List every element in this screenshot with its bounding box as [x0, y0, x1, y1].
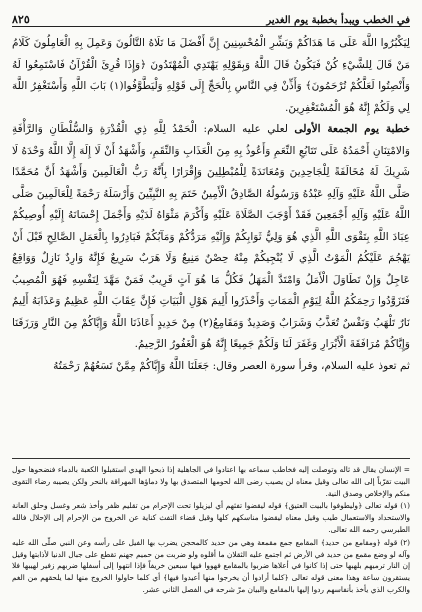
paragraph-3: ثم تعوذ عليه السلام، وقرأ سورة العصر وقال: جَعَلَنَا اللَّهُ وَإِيَّاكُمْ مِمَّنْ تَسَعُهُمْ رَحْمَتُهُ	[53, 359, 410, 372]
page-number: ٨٢٥	[12, 13, 30, 26]
sermon-text: الْحَمْدُ لِلَّهِ ذِي الْقُدْرَةِ وَالسُّلْطَانِ وَالرَّأْفَةِ وَالامْتِنَانِ أَحْمَدُهُ عَلَى تَتَابُعِ النِّعَمِ وَأَعُوذُ بِهِ مِنَ الْعَذَابِ وَالنِّقَمِ، وَأَشْهَدُ أَنْ لَا إِلَهَ إِلَّا اللَّهُ وَحْدَهُ لَا شَرِيكَ لَهُ مُخَالَفَةً لِلْجَاحِدِينَ وَمُعَانَدَةً لِلْمُبْطِلِينَ وَإِقْرَارًا بِأَنَّهُ رَبُّ الْعَالَمِينَ وَأَشْهَدُ أَنَّ مُحَمَّدًا صَلَّى اللَّهُ عَلَيْهِ وَآلِهِ عَبْدُهُ وَرَسُولُهُ الصَّادِقُ الْأَمِينُ خَتَمَ بِهِ النَّبِيِّينَ وَأَرْسَلَهُ رَحْمَةً لِلْعَالَمِينَ صَلَّى اللَّهُ عَلَيْهِ وَآلِهِ أَجْمَعِينَ فَقَدْ أَوْجَبَ الصَّلَاةَ عَلَيْهِ وَأَكْرَمَ مَثْوَاهُ لَدَيْهِ وَأَجْمَلَ إِحْسَانَهُ إِلَيْهِ أُوصِيكُمْ عِبَادَ اللَّهِ بِتَقْوَى اللَّهِ الَّذِي هُوَ وَلِيُّ ثَوَابِكُمْ وَإِلَيْهِ مَرَدُّكُمْ وَمَآبُكُمْ فَبَادِرُوا بِالْعَمَلِ الصَّالِحِ قَبْلَ أَنْ يَهْجُمَ عَلَيْكُمُ الْمَوْتُ الَّذِي لَا يُنْجِيكُمْ مِنْهُ حِصْنٌ مَنِيعٌ وَلَا هَرَبٌ سَرِيعٌ فَإِنَّهُ وَارِدٌ نَازِلٌ وَوَاقِعٌ عَاجِلٌ وَإِنْ تَطَاوَلَ الْأَمَلُ وَامْتَدَّ الْمَهَلُ فَكُلُّ مَا هُوَ آتٍ قَرِيبٌ فَمَنْ مَهَّدَ لِنَفْسِهِ فَهُوَ الْمُصِيبُ فَتَزَوَّدُوا رَحِمَكُمُ اللَّهُ لِيَوْمِ الْمَمَاتِ وَأَحْذَرُوا أَلِيمَ هَوْلِ الْبَيَاتِ فَإِنَّ عِقَابَ اللَّهِ عَظِيمٌ وَعَذَابَهُ أَلِيمٌ نَارٌ تَلْهَبُ وَنَفْسٌ تُعَذَّبُ وَشَرَابٌ وَصَدِيدٌ وَمَقَامِعُ(٢) مِنْ حَدِيدٍ أَعَاذَنَا اللَّهُ وَإِيَّاكُمْ مِنَ النَّارِ وَرَزَقَنَا وَإِيَّاكُمْ مُرَافَقَةَ الْأَبْرَارِ وَغَفَرَ لَنَا وَلَكُمْ جَمِيعًا إِنَّهُ هُوَ الْغَفُورُ الرَّحِيمُ.	[12, 123, 410, 350]
footnote-2: (٢) قوله ﴿ومقامع من حديد﴾ المقامع جمع مقمعة وهي من حديد كالمحجن يضرب بها الفيل على رأسه وعن النبي صلّى الله عليه وآله لو وضع مقمع من حديد في الأرض ثم اجتمع عليه الثقلان ما أقلوه ولو ضربت من حميم جهنم تقطع على جبال الدنيا لأذابتها وقيل إن النار ترميهم بلهبها حتى إذا كانوا في أعلاها ضربوا بالمقامع فهووا فيها سبعين خريفاً فإذا انتهوا إلى أسفلها ضربهم زفير لهيبها فلا يستقرون ساعة وهذا معنى قوله تعالى ﴿كلما أرادوا أن يخرجوا منها أعيدوا فيها﴾ أي كلما حاولوا الخروج منها لما يلحقهم من الغم والكرب الذي يأخذ بأنفاسهم ردوا إليها بالمقامع والبيان مرّ شرحه في الفصل الثاني عشر.	[12, 537, 410, 594]
footnote-1: (١) قوله تعالى ﴿وليطوفوا بالبيت العتيق﴾ قوله ليقضوا تفثهم أي ليزيلوا تحت الإحرام من تقليم ظفر وأخذ شعر وغسل وحلق العانة والاستحداد والاستعمال طيب وقيل معناه ليقضوا مناسكهم كلها وقيل قضاء التفث كناية عن الخروج من الإحرام إلى الإحلال فالله الطبرسي رحمه الله تعالى.	[12, 501, 410, 534]
running-header	[12, 6, 410, 27]
main-text	[12, 33, 410, 377]
section-intro: لعلي عليه السلام:	[203, 123, 288, 135]
footnotes	[12, 464, 410, 597]
paragraph-1: لِيَكْبُرُوا اللَّهَ عَلَى مَا هَدَاكُمْ وَبَشِّرِ الْمُحْسِنِينَ إِنَّ أَفْضَلَ مَا تَلَاهُ التَّالُونَ وَعَمِلَ بِهِ الْعَامِلُونَ كَلَامُ مَنْ قَالَ لِلشَّيْءِ كُنْ فَيَكُونُ قَالَ اللَّهُ وَبِقَوْلِهِ يَهْتَدِي الْمُهْتَدُونَ ﴿وَإِذَا قُرِئَ الْقُرْآنُ فَاسْتَمِعُوا لَهُ وَأَنْصِتُوا لَعَلَّكُمْ تُرْحَمُونَ﴾ وَأَذِّنْ فِي النَّاسِ بِالْحَجِّ إِلَى قَوْلِهِ وَلْيَطَّوَّفُوا(١) بَابَ اللَّهِ وَأَسْتَغْفِرُ اللَّهَ لِي وَلَكُمْ إِنَّهُ هُوَ الْمُسْتَغْفِرِينَ.	[12, 37, 411, 114]
footnote-divider	[12, 458, 410, 459]
paragraph-2	[12, 119, 410, 356]
section-heading: خطبة يوم الجمعة الأولى	[294, 123, 410, 135]
header-title: في الخطب ويبدأ بخطبة يوم الغدير	[266, 15, 410, 26]
footnote-continued: = الإنسان يقال قد ثاله وتوصلت إليه فخاطب سماعه بها اعتادوا في الجاهلية إذا ذبحوا الهدي استقبلوا الكعبة بالدماء فنضحوها حول البيت تقرّباً إلى الله تعالى وقيل معناه لن يصيب رضى الله لحومها المتصدق بها ولا دماؤها المهراقة بالنحر ولكن يصيبه رضاء التقوى منكم والإخلاص وصدق النية.	[12, 465, 410, 498]
